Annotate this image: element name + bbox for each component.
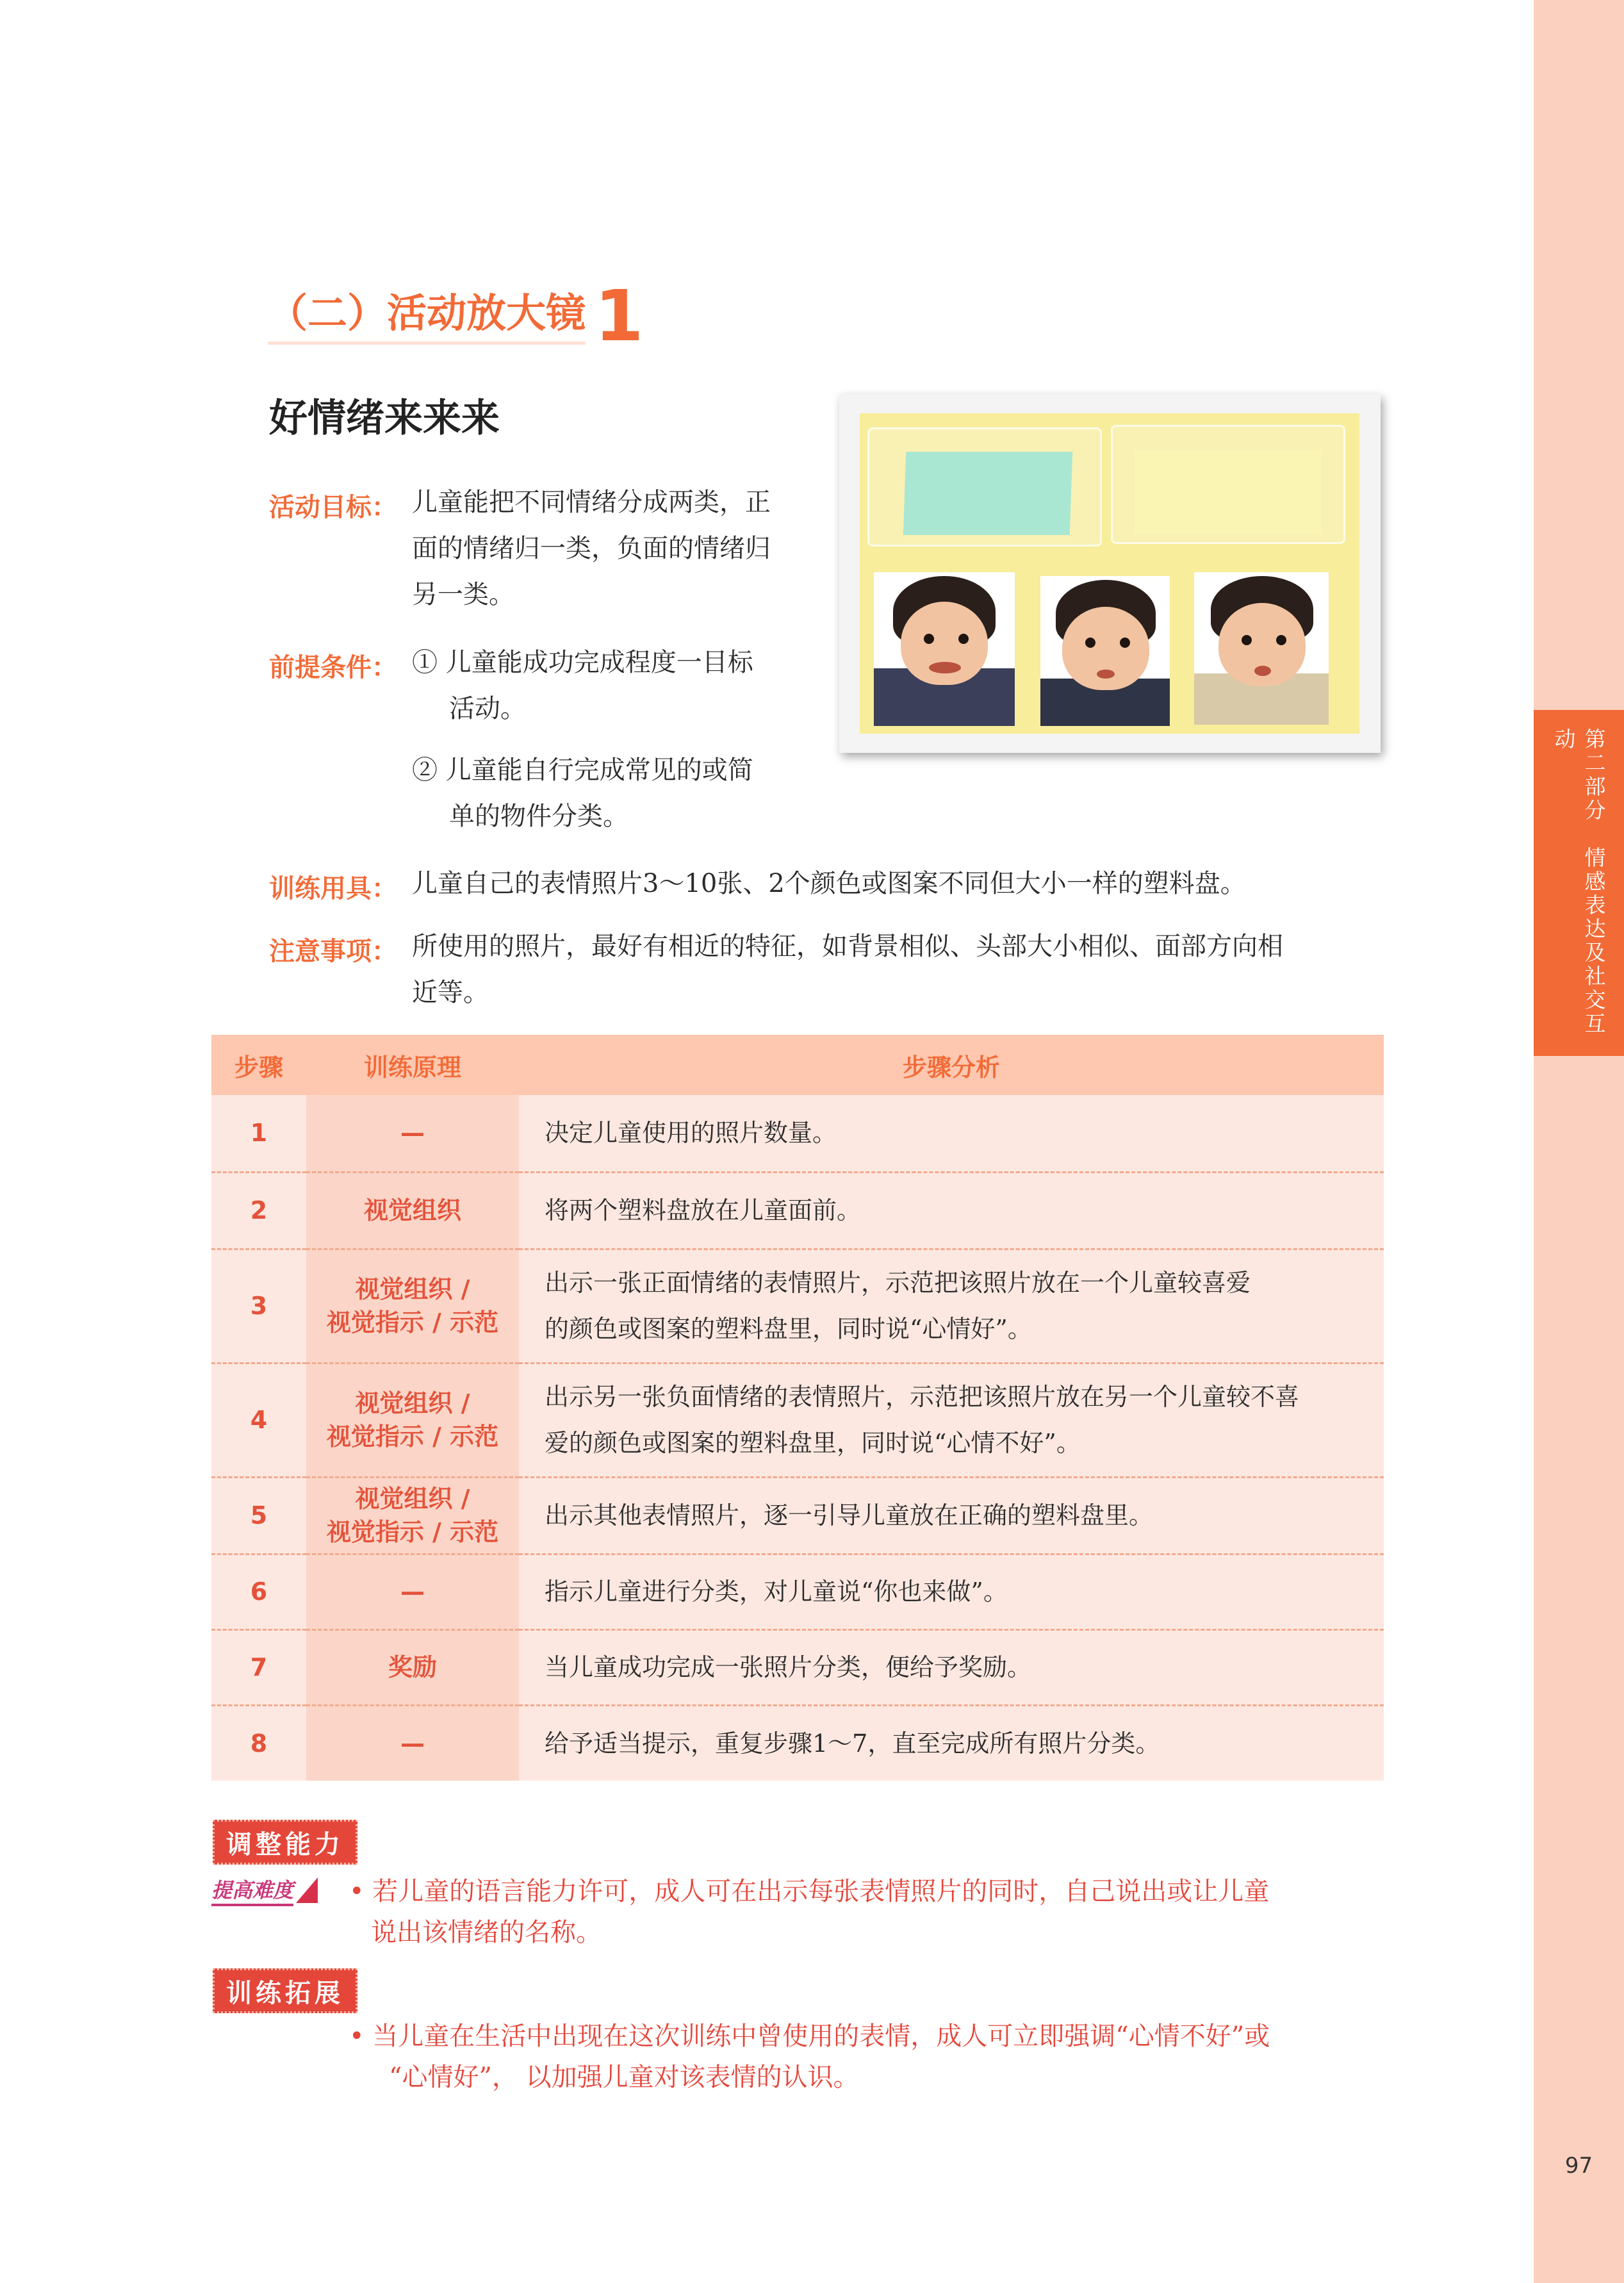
analysis-line: 出示一张正面情绪的表情照片，示范把该照片放在一个儿童较喜爱: [545, 1269, 1251, 1297]
goal-label: 活动目标：: [269, 493, 397, 522]
header-analysis: 步骤分析: [519, 1035, 1384, 1095]
prereq-line: 活动。: [449, 694, 526, 723]
section-title-text: （二）活动放大镜: [268, 288, 586, 345]
step-number: 1: [211, 1095, 306, 1172]
step-principle: —: [306, 1554, 519, 1629]
adjust-line: • 若儿童的语言能力许可，成人可在出示每张表情照片的同时，自己说出或让儿童: [349, 1877, 1270, 1906]
notes-label: 注意事项：: [269, 937, 397, 966]
table-row: [211, 1095, 1384, 1172]
tools-label: 训练用具：: [269, 874, 397, 903]
step-number: 2: [211, 1172, 306, 1249]
notes-line: 所使用的照片，最好有相近的特征，如背景相似、头部大小相似、面部方向相: [412, 932, 1283, 961]
analysis-line: 爱的颜色或图案的塑料盘里，同时说“心情不好”。: [545, 1429, 1081, 1457]
step-analysis: [519, 1249, 1384, 1363]
notes-line: 近等。: [412, 978, 489, 1007]
goal-text: [412, 479, 771, 618]
analysis-line: 的颜色或图案的塑料盘里，同时说“心情好”。: [545, 1315, 1032, 1343]
step-analysis: 出示其他表情照片，逐一引导儿童放在正确的塑料盘里。: [519, 1477, 1384, 1554]
kid-photo-neutral: [1040, 576, 1170, 726]
table-row: [211, 1249, 1384, 1363]
step-analysis: 给予适当提示，重复步骤1～7，直至完成所有照片分类。: [519, 1705, 1384, 1781]
sidebar-band: [1534, 0, 1624, 2283]
step-principle: [306, 1477, 519, 1554]
goal-line: 儿童能把不同情绪分成两类，正: [412, 488, 771, 517]
prereq-text: [412, 639, 753, 839]
goal-line: 面的情绪归一类，负面的情绪归: [412, 534, 771, 563]
table-row: [211, 1477, 1384, 1554]
extend-line: • 当儿童在生活中出现在这次训练中曾使用的表情，成人可立即强调“心情不好”或: [349, 2022, 1270, 2051]
step-analysis: 指示儿童进行分类，对儿童说“你也来做”。: [519, 1554, 1384, 1629]
difficulty-badge-label: 提高难度: [211, 1874, 293, 1906]
step-principle: [306, 1363, 519, 1477]
green-card: [903, 452, 1073, 535]
table-row: [211, 1172, 1384, 1249]
header-principle: 训练原理: [306, 1035, 519, 1095]
difficulty-badge: [211, 1875, 325, 1906]
section-number: 1: [595, 275, 644, 357]
table-row: [211, 1363, 1384, 1477]
goal-line: 另一类。: [412, 580, 514, 609]
chapter-tab: [1534, 710, 1624, 1056]
principle-line: 视觉组织 /: [355, 1485, 470, 1513]
step-principle: 视觉组织: [306, 1172, 519, 1249]
steps-table: [211, 1035, 1384, 1781]
step-number: 4: [211, 1363, 306, 1477]
step-analysis: 将两个塑料盘放在儿童面前。: [519, 1172, 1384, 1249]
step-analysis: [519, 1363, 1384, 1477]
photo-content: [860, 413, 1359, 734]
activity-photo: [839, 394, 1381, 753]
prereq-line: ① 儿童能成功完成程度一目标: [412, 648, 753, 677]
principle-line: 视觉组织 /: [355, 1275, 470, 1303]
step-analysis: 当儿童成功完成一张照片分类，便给予奖励。: [519, 1629, 1384, 1705]
tools-text: 儿童自己的表情照片3～10张、2个颜色或图案不同但大小一样的塑料盘。: [412, 869, 1246, 898]
principle-line: 视觉指示 / 示范: [326, 1308, 499, 1337]
table-row: [211, 1554, 1384, 1629]
step-principle: 奖励: [306, 1629, 519, 1705]
extend-tag: 训练拓展: [213, 1968, 357, 2013]
step-analysis: 决定儿童使用的照片数量。: [519, 1095, 1384, 1172]
adjust-line: 说出该情绪的名称。: [371, 1918, 602, 1947]
notes-text: [412, 923, 1283, 1016]
chapter-tab-label: 第二部分 情感表达及社交互动: [1551, 728, 1607, 1036]
header-step: 步骤: [211, 1035, 306, 1095]
step-number: 8: [211, 1705, 306, 1781]
table-row: [211, 1629, 1384, 1705]
analysis-line: 出示另一张负面情绪的表情照片，示范把该照片放在另一个儿童较不喜: [545, 1383, 1300, 1411]
yellow-card: [1135, 450, 1321, 534]
principle-line: 视觉指示 / 示范: [326, 1518, 499, 1546]
section-title: [268, 275, 644, 357]
table-row: [211, 1705, 1384, 1781]
step-principle: [306, 1249, 519, 1363]
table-header-row: [211, 1035, 1384, 1095]
step-number: 7: [211, 1629, 306, 1705]
principle-line: 视觉组织 /: [355, 1389, 470, 1417]
step-principle: —: [306, 1095, 519, 1172]
kid-photo-sad: [1194, 572, 1329, 725]
step-principle: —: [306, 1705, 519, 1781]
step-number: 5: [211, 1477, 306, 1554]
arrow-up-icon: [296, 1877, 318, 1903]
extend-line: “心情好”， 以加强儿童对该表情的认识。: [389, 2063, 859, 2092]
page-number: 97: [1564, 2153, 1593, 2179]
principle-line: 视觉指示 / 示范: [326, 1422, 499, 1451]
extend-text: [349, 2016, 1270, 2098]
kid-photo-happy: [874, 572, 1015, 726]
prereq-line: ② 儿童能自行完成常见的或简: [412, 755, 753, 785]
step-number: 6: [211, 1554, 306, 1629]
adjust-tag: 调整能力: [213, 1820, 357, 1865]
prereq-line: 单的物件分类。: [449, 802, 628, 831]
step-number: 3: [211, 1249, 306, 1363]
adjust-text: [349, 1871, 1269, 1953]
prereq-label: 前提条件：: [269, 653, 397, 682]
activity-title: 好情绪来来来: [269, 396, 500, 441]
